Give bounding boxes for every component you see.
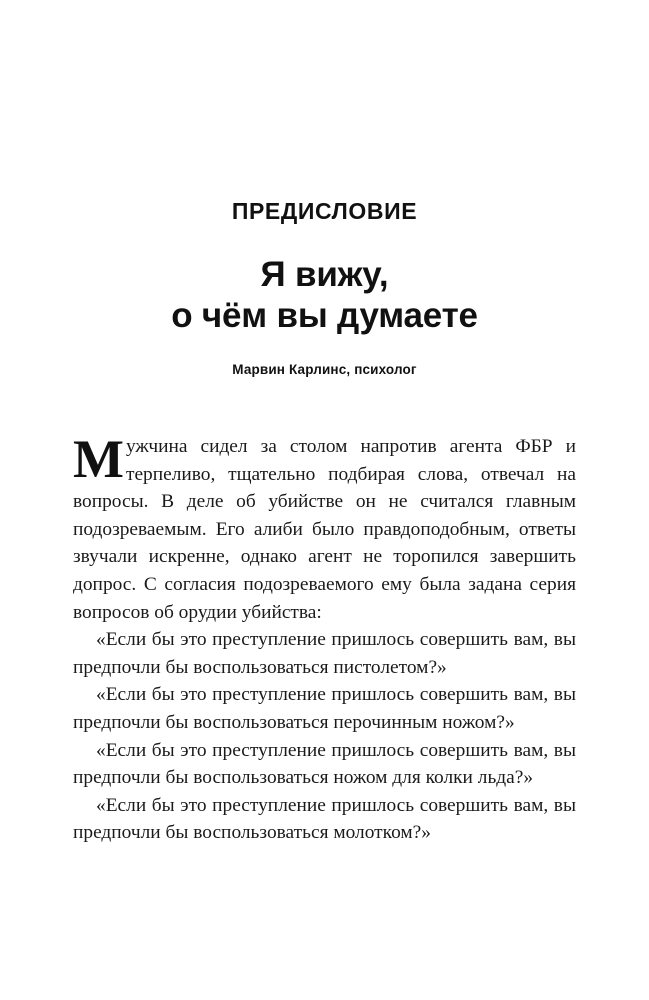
- drop-cap: М: [73, 429, 124, 489]
- page-title: [0, 224, 649, 336]
- quote-paragraph: «Если бы это преступление пришлось совершить вам, вы предпочли бы воспользоваться молотком?»: [73, 794, 576, 844]
- quote-paragraph: «Если бы это преступление пришлось совершить вам, вы предпочли бы воспользоваться пистолетом?»: [73, 629, 576, 678]
- lead-paragraph-text: ужчина сидел за столом напротив агента ФБР и терпеливо, тщательно подбирая слова, отвечал на вопросы. В деле об убийстве он не считался главным подозреваемым. Его алиби было правдоподобным, ответы звучали искренне, однако агент не торопился завершить допрос. С согласия подозреваемого ему была задана серия вопросов об орудии убийства:: [73, 436, 576, 623]
- page-title-line-2: о чём вы думаете: [171, 296, 478, 335]
- quote-paragraph: «Если бы это преступление пришлось совершить вам, вы предпочли бы воспользоваться ножом для колки льда?»: [73, 739, 576, 789]
- body-text: [73, 429, 576, 847]
- chapter-kicker: ПРЕДИСЛОВИЕ: [231, 198, 418, 224]
- chapter-heading-block: [0, 198, 649, 378]
- author-byline: Марвин Карлинс, психолог: [232, 362, 417, 377]
- lead-paragraph: [73, 429, 576, 626]
- quote-paragraph: «Если бы это преступление пришлось совершить вам, вы предпочли бы воспользоваться перочинным ножом?»: [73, 684, 576, 733]
- page-title-line-1: Я вижу,: [260, 255, 389, 294]
